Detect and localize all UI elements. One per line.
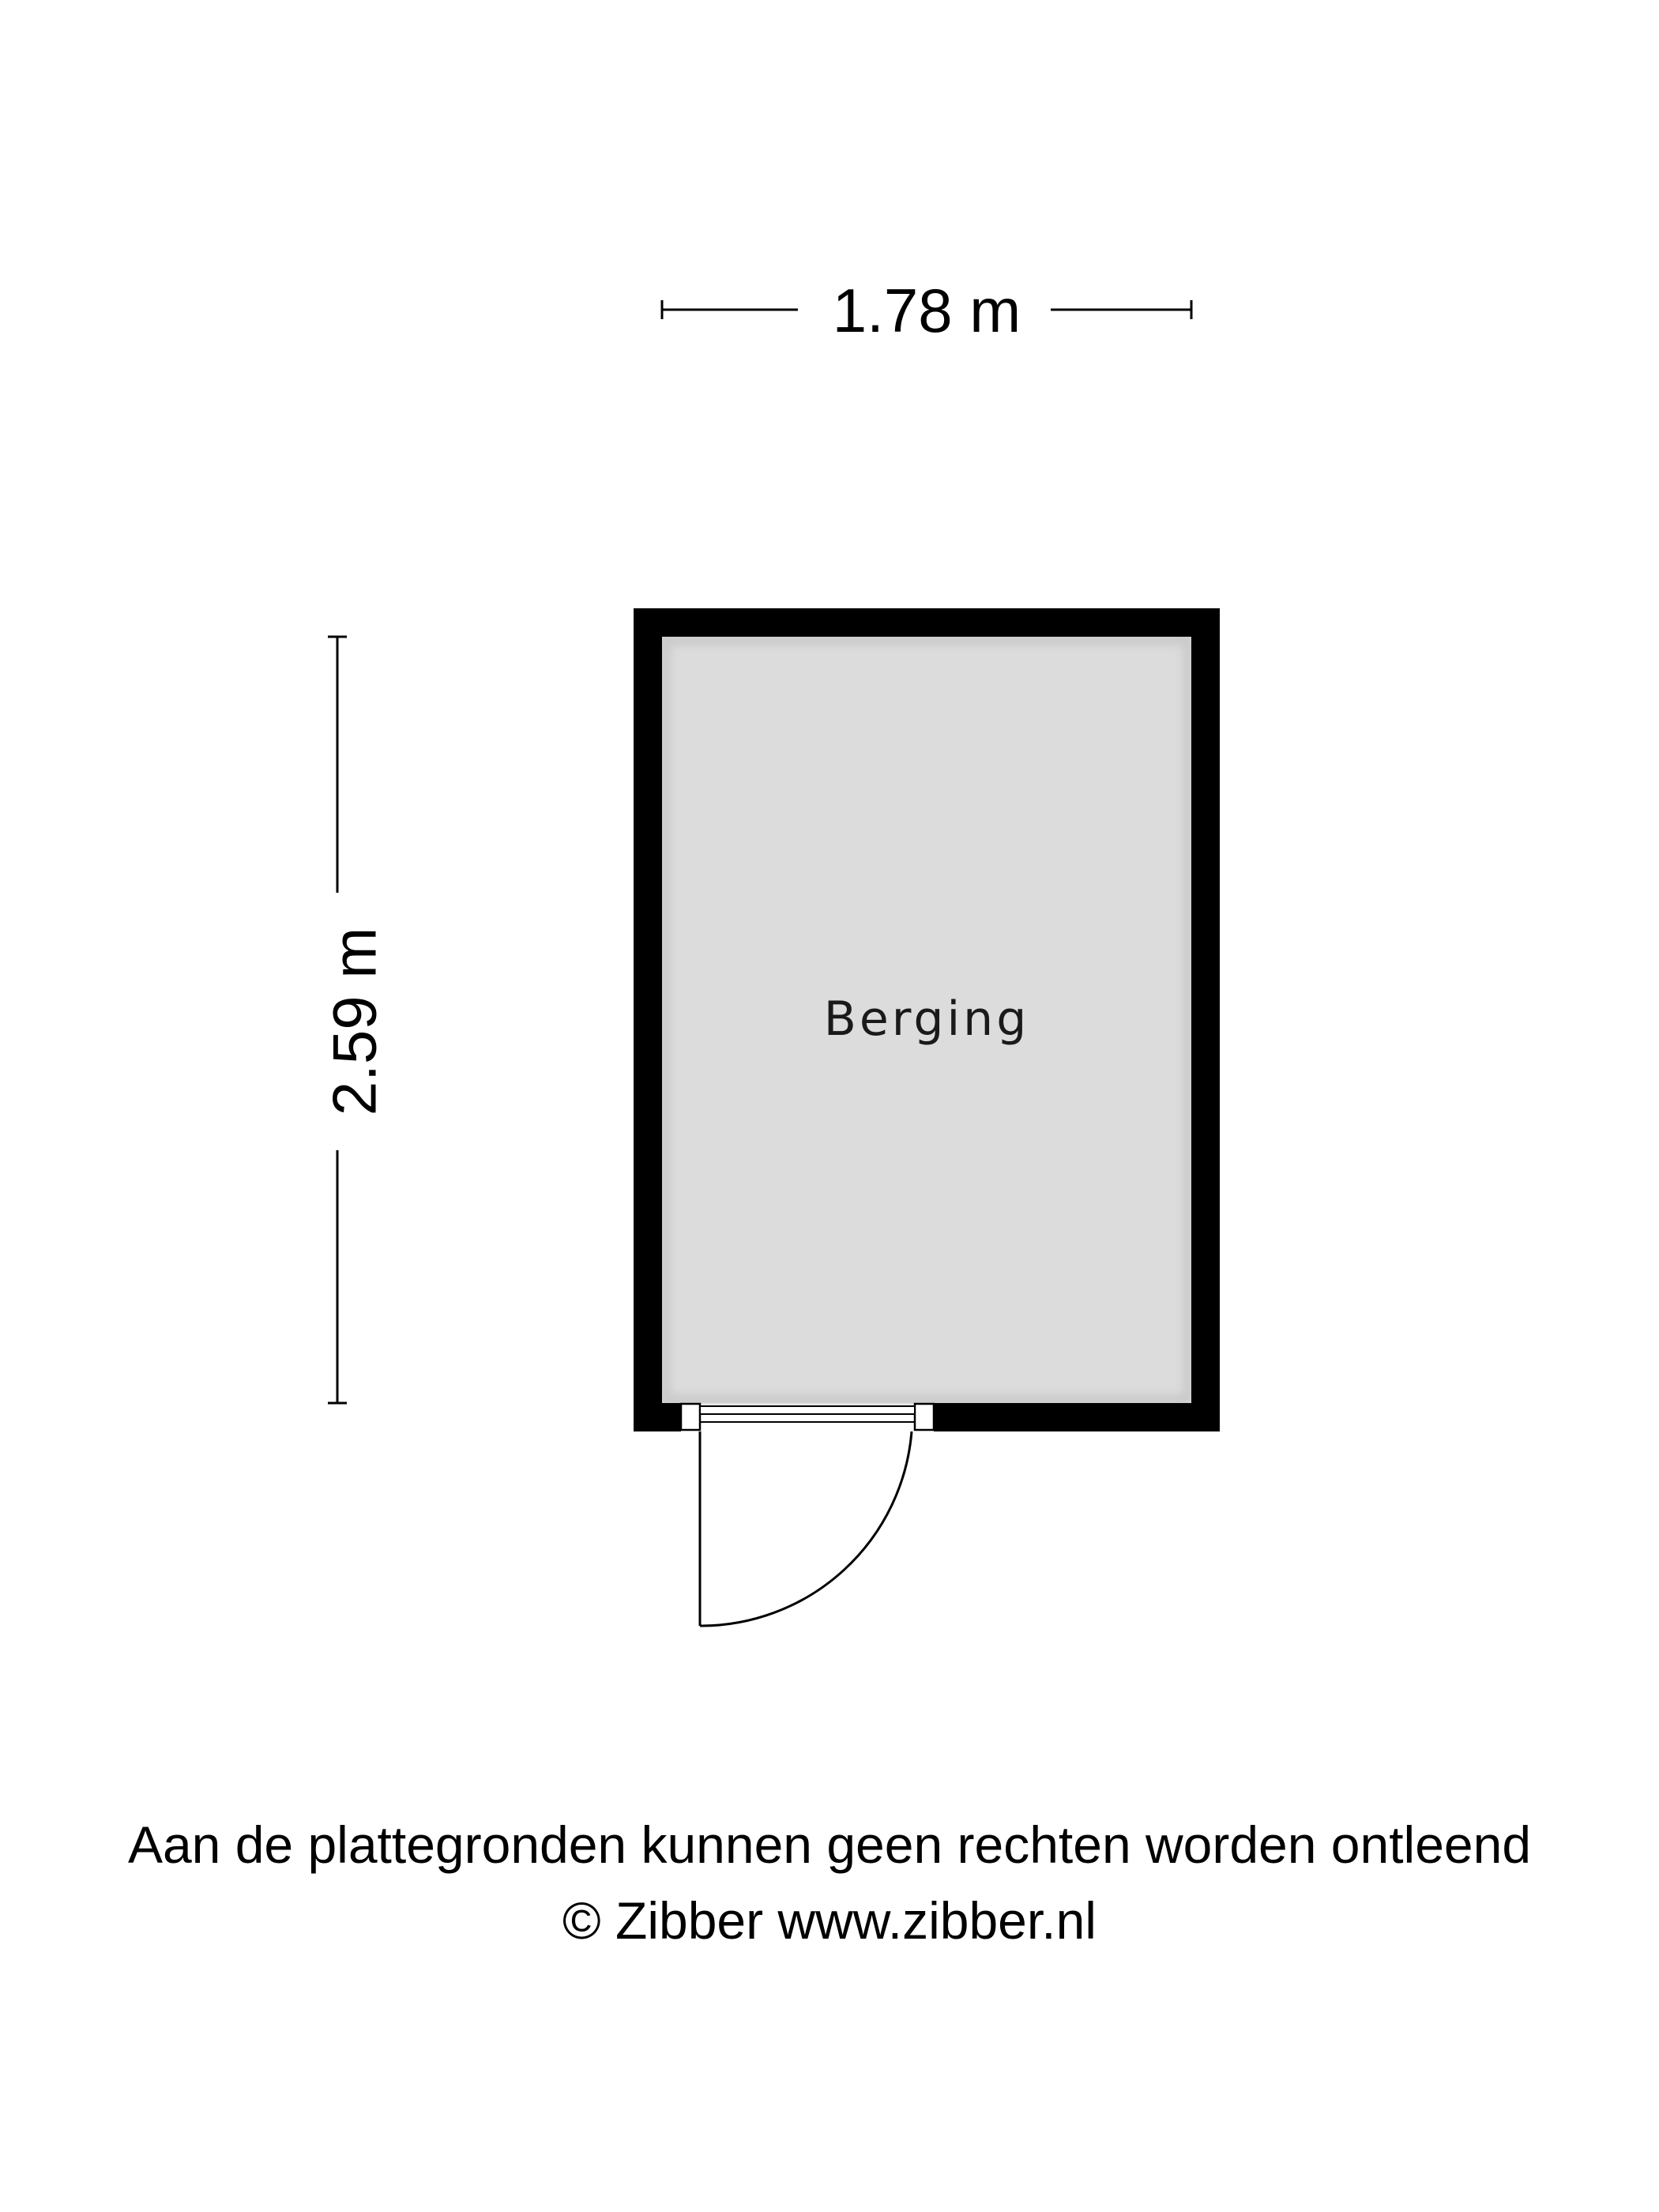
wall-right (1191, 608, 1220, 1431)
room-label-berging: Berging (823, 991, 1030, 1047)
copyright-text: © Zibber www.zibber.nl (562, 1891, 1097, 1950)
door-swing-arc (700, 1431, 912, 1626)
wall-bottom-right (934, 1403, 1220, 1431)
wall-bottom-left (634, 1403, 681, 1431)
disclaimer-text: Aan de plattegronden kunnen geen rechten worden ontleend (127, 1815, 1532, 1874)
door-jamb-left (681, 1404, 700, 1430)
depth-label: 2.59 m (319, 927, 389, 1116)
width-dimension (662, 276, 1191, 345)
door-jamb-right (915, 1404, 934, 1430)
door (681, 1404, 934, 1626)
door-threshold (700, 1406, 915, 1414)
wall-top (634, 608, 1220, 637)
wall-left (634, 608, 662, 1431)
depth-dimension (320, 637, 389, 1403)
width-label: 1.78 m (832, 276, 1021, 345)
